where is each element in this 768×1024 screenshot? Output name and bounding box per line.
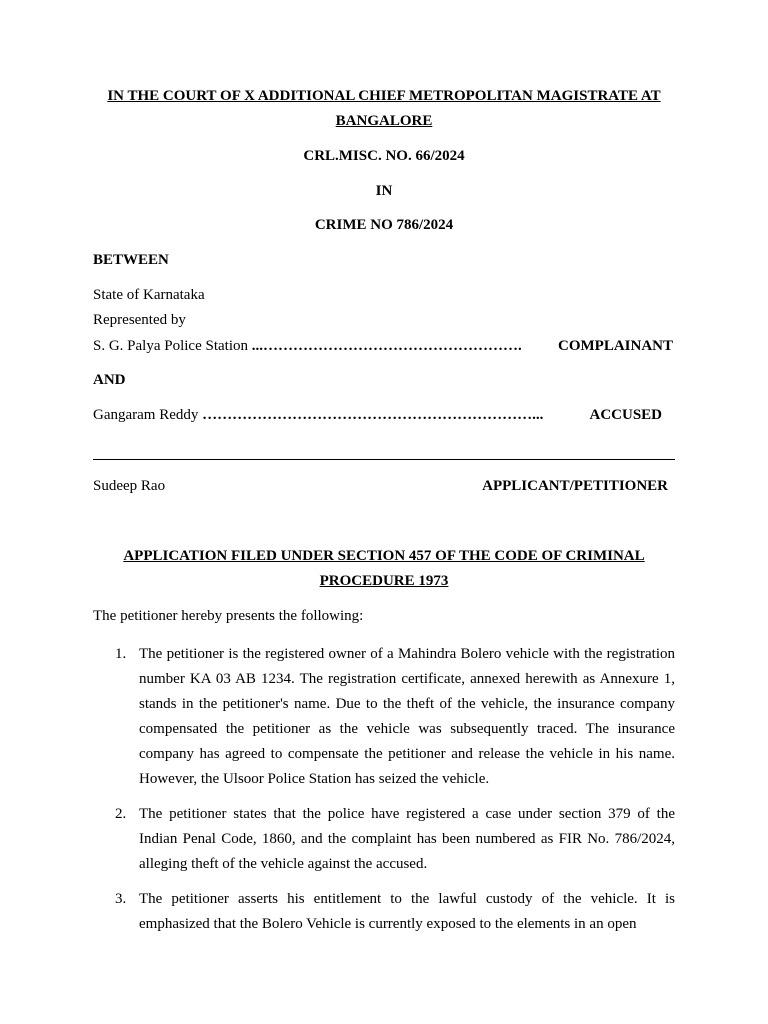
list-item [93,802,675,877]
complainant-station-line [93,339,522,354]
point-text: The petitioner states that the police have registered a case under section 379 of the Indian Penal Code, 1860, and the complaint has been numbered as FIR No. 786/2024, alleging theft of the vehicle against the accused. [139,806,675,872]
applicant-name: Sudeep Rao [93,478,166,494]
applicant-role: APPLICANT/PETITIONER [482,478,668,494]
complainant-represented-by: Represented by [93,312,186,328]
between-label: BETWEEN [93,252,169,268]
misc-case-number: CRL.MISC. NO. 66/2024 [303,148,465,164]
and-label: AND [93,372,126,388]
complainant-name: State of Karnataka [93,287,205,303]
application-title-line-2: PROCEDURE 1973 [319,573,449,589]
list-item [93,887,675,937]
list-item [93,642,675,792]
divider-line [93,459,675,460]
complainant-role: COMPLAINANT [558,338,673,354]
accused-name: Gangaram Reddy [93,407,199,423]
points-list [93,642,675,937]
point-text: The petitioner is the registered owner of a Mahindra Bolero vehicle with the registration number KA 03 AB 1234. The registration certificate, annexed herewith as Annexure 1, stands in the petitioner's name. Due to the theft of the vehicle, the insurance company compensated the petitioner as the vehicle was subsequently traced. The insurance company has agreed to compensate the petitioner and release the vehicle in his name. However, the Ulsoor Police Station has seized the vehicle. [139,646,675,787]
complainant-station: S. G. Palya Police Station [93,338,248,354]
application-title-line-1: APPLICATION FILED UNDER SECTION 457 OF THE CODE OF CRIMINAL [123,548,645,564]
crime-number: CRIME NO 786/2024 [314,217,454,233]
court-heading-line-2: BANGALORE [335,113,433,129]
accused-line [93,408,543,423]
accused-dots: …………………………………………………………... [202,407,544,423]
point-text: The petitioner asserts his entitlement to the lawful custody of the vehicle. It is emphasized that the Bolero Vehicle is currently exposed to the elements in an open [139,891,675,932]
intro-text: The petitioner hereby presents the following: [93,608,364,624]
point-number: 1. [115,646,127,662]
point-number: 3. [115,891,127,907]
point-number: 2. [115,806,127,822]
complainant-dots: ...……………………………………………. [251,338,522,354]
accused-role: ACCUSED [589,407,662,423]
in-connector: IN [375,183,393,199]
court-heading-line-1: IN THE COURT OF X ADDITIONAL CHIEF METROPOLITAN MAGISTRATE AT [107,88,661,104]
